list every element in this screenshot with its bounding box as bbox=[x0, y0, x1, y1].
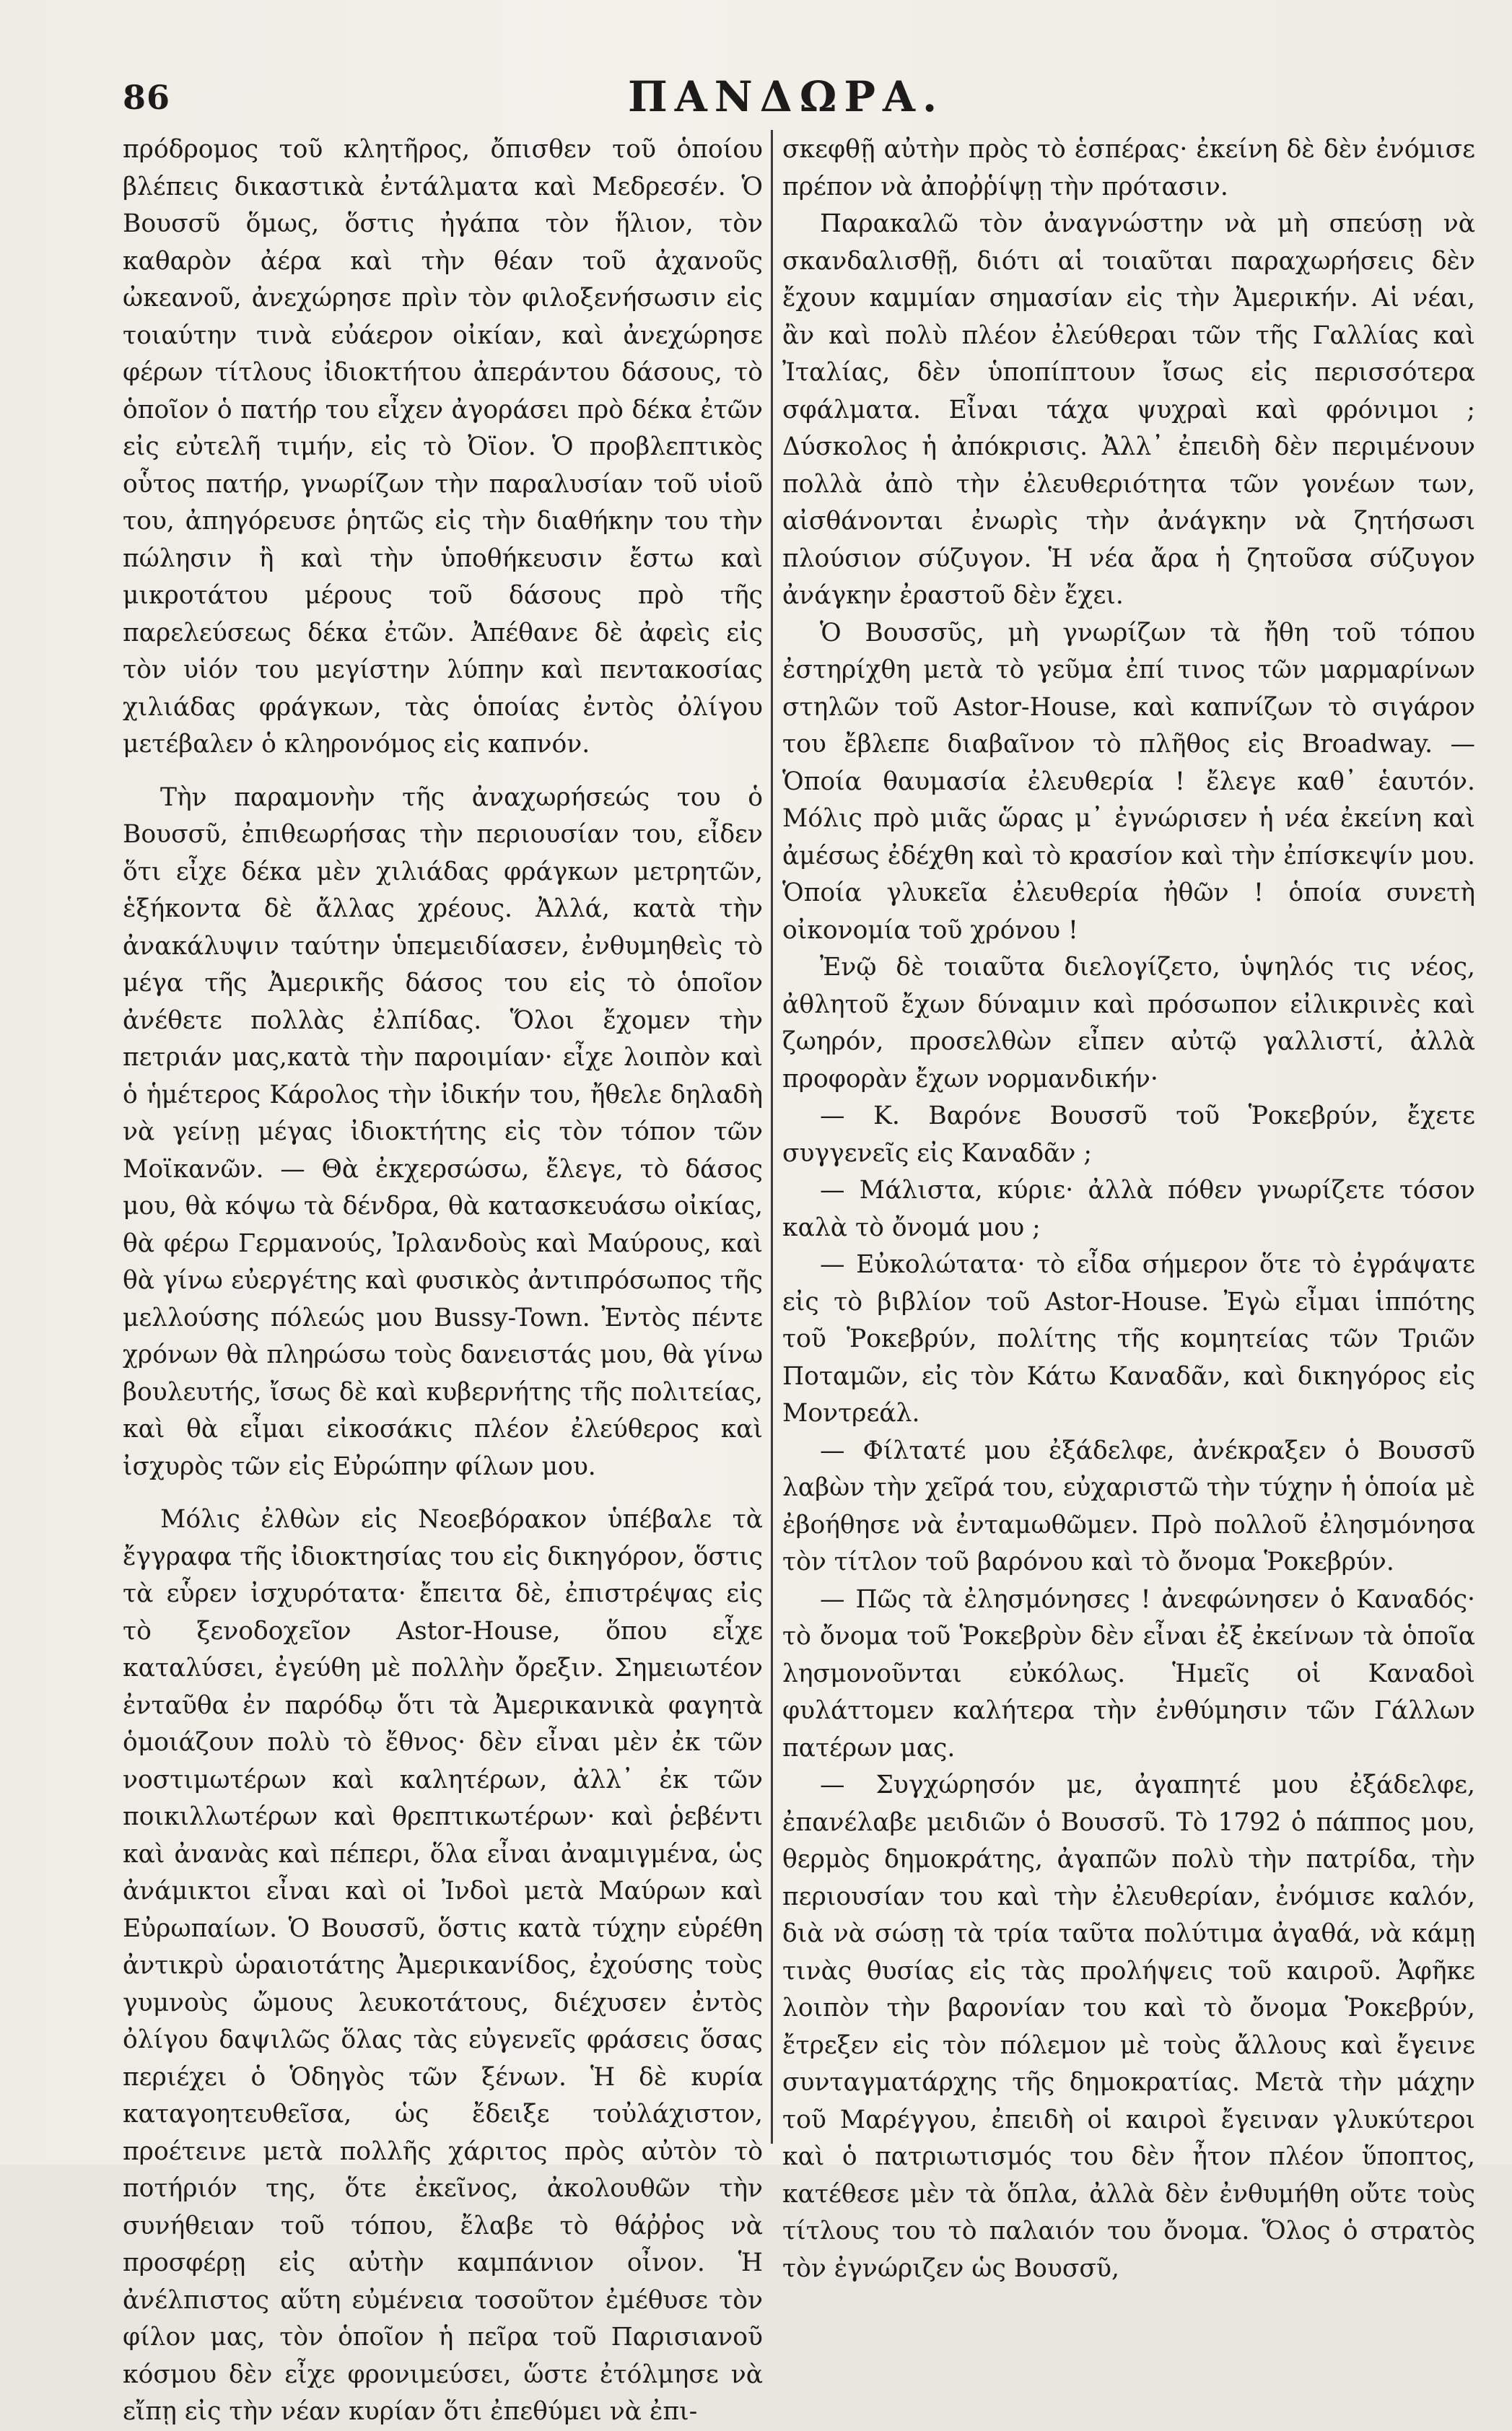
left-column bbox=[123, 131, 763, 2426]
dialog-line-5: — Πῶς τὰ ἐλησμόνησες ! ἀνεφώνησεν ὁ Καναδός· τὸ ὄνομα τοῦ Ῥοκεβρὺν δὲν εἶναι ἐξ ἐκείνων τὰ ὁποῖα λησμονοῦνται εὐκόλως. Ἡμεῖς οἱ Καναδοὶ φυλάττομεν καλήτερα τὴν ἐνθύμησιν τῶν Γάλλων πατέρων μας. bbox=[782, 1584, 1475, 1763]
dialog-line-1: — Κ. Βαρόνε Βουσσῦ τοῦ Ῥοκεβρύν, ἔχετε συγγενεῖς εἰς Καναδᾶν ; bbox=[782, 1101, 1475, 1168]
right-paragraph-3: Ὁ Βουσσῦς, μὴ γνωρίζων τὰ ἤθη τοῦ τόπου ἐστηρίχθη μετὰ τὸ γεῦμα ἐπί τινος τῶν μαρμαρίνων στηλῶν τοῦ Astor-House, καὶ καπνίζων τὸ σιγάρον του ἔβλεπε διαβαῖνον τὸ πλῆθος εἰς Broadway. — Ὁποία θαυμασία ἐλευθερία ! ἔλεγε καθ᾽ ἑαυτόν. Μόλις πρὸ μιᾶς ὥρας μ᾽ ἐγνώρισεν ἡ νέα ἐκείνη καὶ ἀμέσως ἐδέχθη καὶ τὸ κρασίον καὶ τὴν ἐπίσκεψίν μου. Ὁποία γλυκεῖα ἐλευθερία ἠθῶν ! ὁποία συνετὴ οἰκονομία τοῦ χρόνου ! bbox=[782, 618, 1475, 945]
running-title: ΠΑΝΔΩΡΑ. bbox=[628, 72, 945, 121]
dialog-line-3: — Εὐκολώτατα· τὸ εἶδα σήμερον ὅτε τὸ ἐγράψατε εἰς τὸ βιβλίον τοῦ Astor-House. Ἐγὼ εἶμαι ἱππότης τοῦ Ῥοκεβρύν, πολίτης τῆς κομητείας τῶν Τριῶν Ποταμῶν, εἰς τὸν Κάτω Καναδᾶν, καὶ δικηγόρος εἰς Μοντρεάλ. bbox=[782, 1250, 1475, 1428]
dialog-line-2: — Μάλιστα, κύριε· ἀλλὰ πόθεν γνωρίζετε τόσον καλὰ τὸ ὄνομά μου ; bbox=[782, 1176, 1475, 1242]
left-paragraph-3: Μόλις ἐλθὼν εἰς Νεοεβόρακον ὑπέβαλε τὰ ἔγγραφα τῆς ἰδιοκτησίας του εἰς δικηγόρον, ὅστις τὰ εὗρεν ἰσχυρότατα· ἔπειτα δὲ, ἐπιστρέψας εἰς τὸ ξενοδοχεῖον Astor-House, ὅπου εἶχε καταλύσει, ἐγεύθη μὲ πολλὴν ὄρεξιν. Σημειωτέον ἐνταῦθα ἐν παρόδῳ ὅτι τὰ Ἀμερικανικὰ φαγητὰ ὁμοιάζουν πολὺ τὸ ἔθνος· δὲν εἶναι μὲν ἐκ τῶν νοστιμωτέρων καὶ καλητέρων, ἀλλ᾽ ἐκ τῶν ποικιλλωτέρων καὶ θρεπτικωτέρων· καὶ ῥεβέντι καὶ ἀνανὰς καὶ πέπερι, ὅλα εἶναι ἀναμιγμένα, ὡς ἀνάμικτοι εἶναι καὶ οἱ Ἰνδοὶ μετὰ Μαύρων καὶ Εὐρωπαίων. Ὁ Βουσσῦ, ὅστις κατὰ τύχην εὑρέθη ἀντικρὺ ὡραιοτάτης Ἀμερικανίδος, ἐχούσης τοὺς γυμνοὺς ὤμους λευκοτάτους, διέχυσεν ἐντὸς ὀλίγου δαψιλῶς ὅλας τὰς εὐγενεῖς φράσεις ὅσας περιέχει ὁ Ὁδηγὸς τῶν ξένων. Ἡ δὲ κυρία καταγοητευθεῖσα, ὡς ἔδειξε τοὐλάχιστον, προέτεινε μετὰ πολλῆς χάριτος πρὸς αὐτὸν τὸ ποτήριόν της, ὅτε ἐκεῖνος, ἀκολουθῶν τὴν συνήθειαν τοῦ τόπου, ἔλαβε τὸ θάῤῥος νὰ προσφέρῃ εἰς αὐτὴν καμπάνιον οἶνον. Ἡ ἀνέλπιστος αὕτη εὐμένεια τοσοῦτον ἐμέθυσε τὸν φίλον μας, τὸν ὁποῖον ἡ πεῖρα τοῦ Παρισιανοῦ κόσμου δὲν εἶχε φρονιμεύσει, ὥστε ἐτόλμησε νὰ εἴπῃ εἰς τὴν νέαν κυρίαν ὅτι ἐπεθύμει νὰ ἐπι- bbox=[123, 1505, 763, 2426]
page-number: 86 bbox=[123, 78, 171, 117]
page-header bbox=[123, 66, 1472, 131]
left-paragraph-2: Τὴν παραμονὴν τῆς ἀναχωρήσεώς του ὁ Βουσσῦ, ἐπιθεωρήσας τὴν περιουσίαν του, εἶδεν ὅτι εἶχε δέκα μὲν χιλιάδας φράγκων μετρητῶν, ἑξήκοντα δὲ ἄλλας χρέους. Ἀλλά, κατὰ τὴν ἀνακάλυψιν ταύτην ὑπεμειδίασεν, ἐνθυμηθεὶς τὸ μέγα τῆς Ἀμερικῆς δάσος του εἰς τὸ ὁποῖον ἀνέθετε πολλὰς ἐλπίδας. Ὅλοι ἔχομεν τὴν πετριάν μας,κατὰ τὴν παροιμίαν· εἶχε λοιπὸν καὶ ὁ ἡμέτερος Κάρολος τὴν ἰδικήν του, ἤθελε δηλαδὴ νὰ γείνῃ μέγας ἰδιοκτήτης εἰς τὸν τόπον τῶν Μοϊκανῶν. — Θὰ ἐκχερσώσω, ἔλεγε, τὸ δάσος μου, θὰ κόψω τὰ δένδρα, θὰ κατασκευάσω οἰκίας, θὰ φέρω Γερμανούς, Ἰρλανδοὺς καὶ Μαύρους, καὶ θὰ γίνω εὐεργέτης καὶ φυσικὸς ἀντιπρόσωπος τῆς μελλούσης πόλεώς μου Bussy-Town. Ἐντὸς πέντε χρόνων θὰ πληρώσω τοὺς δανειστάς μου, θὰ γίνω βουλευτής, ἴσως δὲ καὶ κυβερνήτης τῆς πολιτείας, καὶ θὰ εἶμαι εἰκοσάκις πλέον ἐλεύθερος καὶ ἰσχυρὸς τῶν εἰς Εὐρώπην φίλων μου. bbox=[123, 782, 763, 1481]
right-paragraph-1: σκεφθῇ αὐτὴν πρὸς τὸ ἑσπέρας· ἐκείνη δὲ δὲν ἐνόμισε πρέπον νὰ ἀποῤῥίψῃ τὴν πρότασιν. bbox=[782, 135, 1475, 201]
left-paragraph-1: πρόδρομος τοῦ κλητῆρος, ὄπισθεν τοῦ ὁποίου βλέπεις δικαστικὰ ἐντάλματα καὶ Μεδρεσέν. Ὁ Βουσσῦ ὅμως, ὅστις ἠγάπα τὸν ἥλιον, τὸν καθαρὸν ἀέρα καὶ τὴν θέαν τοῦ ἀχανοῦς ὠκεανοῦ, ἀνεχώρησε πρὶν τὸν φιλοξενήσωσιν εἰς τοιαύτην τινὰ εὐάερον οἰκίαν, καὶ ἀνεχώρησε φέρων τίτλους ἰδιοκτήτου ἀπεράντου δάσους, τὸ ὁποῖον ὁ πατήρ του εἶχεν ἀγοράσει πρὸ δέκα ἐτῶν εἰς εὐτελῆ τιμήν, εἰς τὸ Ὀϊον. Ὁ προβλεπτικὸς οὗτος πατήρ, γνωρίζων τὴν παραλυσίαν τοῦ υἱοῦ του, ἀπηγόρευσε ῥητῶς εἰς τὴν διαθήκην του τὴν πώλησιν ἢ καὶ τὴν ὑποθήκευσιν ἔστω καὶ μικροτάτου μέρους τοῦ δάσους πρὸ τῆς παρελεύσεως δέκα ἐτῶν. Ἀπέθανε δὲ ἀφεὶς εἰς τὸν υἱόν του μεγίστην λύπην καὶ πεντακοσίας χιλιάδας φράγκων, τὰς ὁποίας ἐντὸς ὀλίγου μετέβαλεν ὁ κληρονόμος εἰς καπνόν. bbox=[123, 135, 763, 759]
right-paragraph-2: Παρακαλῶ τὸν ἀναγνώστην νὰ μὴ σπεύσῃ νὰ σκανδαλισθῇ, διότι αἱ τοιαῦται παραχωρήσεις δὲν ἔχουν καμμίαν σημασίαν εἰς τὴν Ἀμερικήν. Αἱ νέαι, ἂν καὶ πολὺ πλέον ἐλεύθεραι τῶν τῆς Γαλλίας καὶ Ἰταλίας, δὲν ὑποπίπτουν ἴσως εἰς περισσότερα σφάλματα. Εἶναι τάχα ψυχραὶ καὶ φρόνιμοι ; Δύσκολος ἡ ἀπόκρισις. Ἀλλ᾽ ἐπειδὴ δὲν περιμένουν πολλὰ ἀπὸ τὴν ἐλευθεριότητα τῶν γονέων των, αἰσθάνονται ἐνωρὶς τὴν ἀνάγκην νὰ ζητήσωσι πλούσιον σύζυγον. Ἡ νέα ἄρα ἡ ζητοῦσα σύζυγον ἀνάγκην ἐραστοῦ δὲν ἔχει. bbox=[782, 209, 1475, 610]
column-divider bbox=[771, 130, 773, 2144]
dialog-line-4: — Φίλτατέ μου ἐξάδελφε, ἀνέκραξεν ὁ Βουσσῦ λαβὼν τὴν χεῖρά του, εὐχαριστῶ τὴν τύχην ἡ ὁποία μὲ ἐβοήθησε νὰ ἐνταμωθῶμεν. Πρὸ πολλοῦ ἐλησμόνησα τὸν τίτλον τοῦ βαρόνου καὶ τὸ ὄνομα Ῥοκεβρύν. bbox=[782, 1436, 1475, 1576]
right-paragraph-4: Ἐνῷ δὲ τοιαῦτα διελογίζετο, ὑψηλός τις νέος, ἀθλητοῦ ἔχων δύναμιν καὶ πρόσωπον εἰλικρινὲς καὶ ζωηρόν, προσελθὼν εἶπεν αὐτῷ γαλλιστί, ἀλλὰ προφορὰν ἔχων νορμανδικήν· bbox=[782, 953, 1475, 1094]
dialog-line-6: — Συγχώρησόν με, ἀγαπητέ μου ἐξάδελφε, ἐπανέλαβε μειδιῶν ὁ Βουσσῦ. Τὸ 1792 ὁ πάππος μου, θερμὸς δημοκράτης, ἀγαπῶν πολὺ τὴν πατρίδα, τὴν περιουσίαν του καὶ τὴν ἐλευθερίαν, ἐνόμισε καλόν, διὰ νὰ σώσῃ τὰ τρία ταῦτα πολύτιμα ἀγαθά, νὰ κάμῃ τινὰς θυσίας εἰς τὰς προλήψεις τοῦ καιροῦ. Ἀφῆκε λοιπὸν τὴν βαρονίαν του καὶ τὸ ὄνομα Ῥοκεβρύν, ἔτρεξεν εἰς τὸν πόλεμον μὲ τοὺς ἄλλους καὶ ἔγεινε συνταγματάρχης τῆς δημοκρατίας. Μετὰ τὴν μάχην τοῦ Μαρέγγου, ἐπειδὴ οἱ καιροὶ ἔγειναν γλυκύτεροι καὶ ὁ πατριωτισμός του δὲν ἦτον πλέον ὕποπτος, κατέθεσε μὲν τὰ ὅπλα, ἀλλὰ δὲν ἐνθυμήθη οὔτε τοὺς τίτλους του τὸ παλαιόν του ὄνομα. Ὅλος ὁ στρατὸς τὸν ἐγνώριζεν ὡς Βουσσῦ, bbox=[782, 1771, 1475, 2283]
right-column bbox=[782, 131, 1475, 2283]
